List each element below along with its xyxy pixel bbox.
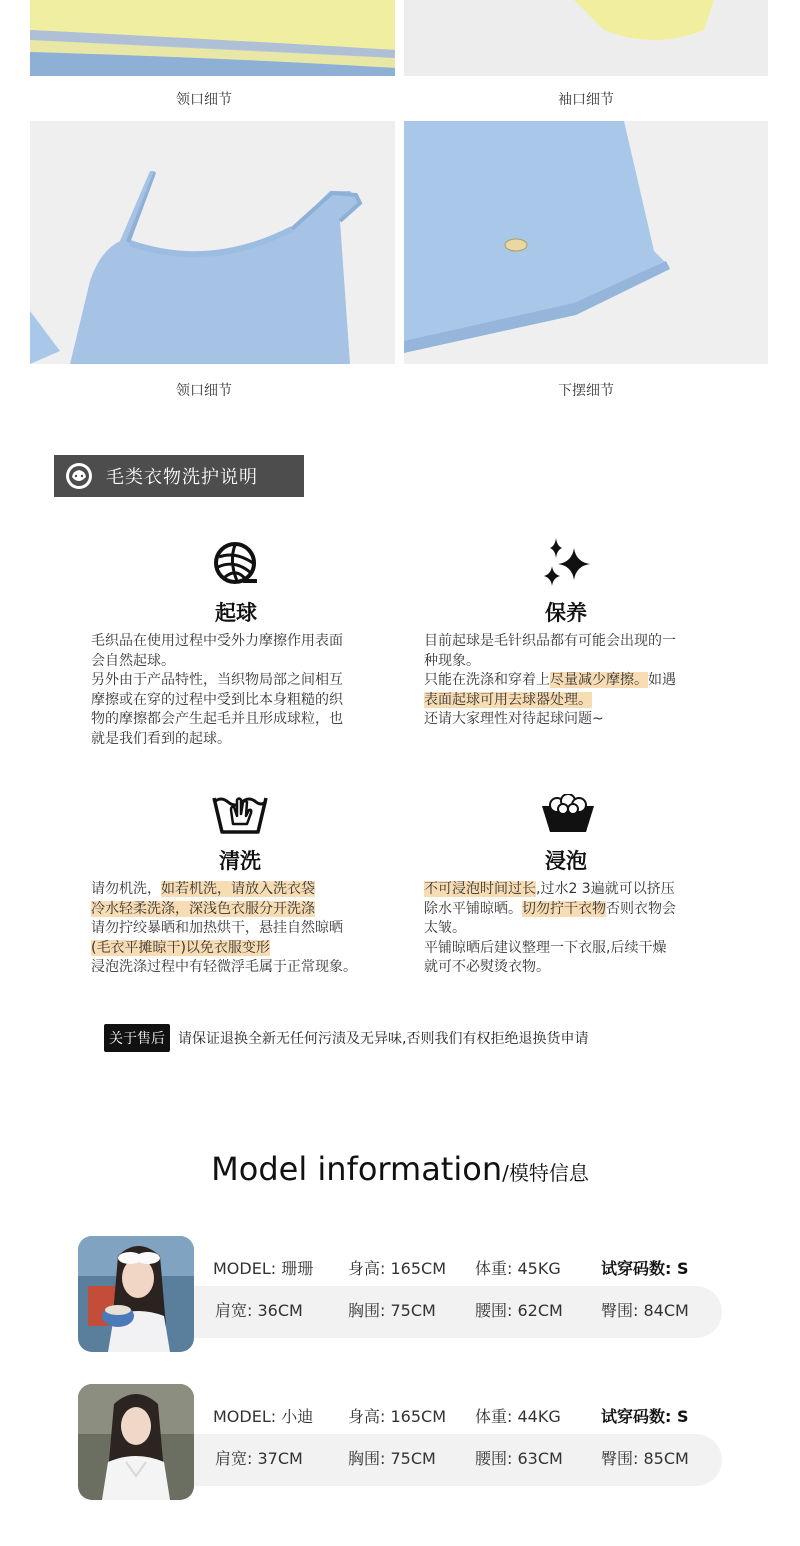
care-text-segment: ,过水2 3遍就可以挤压 <box>536 881 675 897</box>
care-text-maintenance <box>424 632 676 730</box>
care-text-segment: 请勿机洗， <box>91 881 161 897</box>
model-hip: 臀围: 85CM <box>601 1449 689 1468</box>
care-line <box>424 710 676 730</box>
care-line <box>91 919 357 939</box>
care-text-washing <box>91 880 357 978</box>
model-size: 试穿码数: S <box>601 1259 689 1278</box>
highlighted-text: (毛衣平摊晾干)以免衣服变形 <box>91 939 270 956</box>
care-text-segment: 只能在洗涤和穿着上 <box>424 672 550 689</box>
model-waist: 腰围: 62CM <box>475 1301 563 1320</box>
care-text-segment: 平铺晾晒后建议整理一下衣服,后续干燥 <box>424 939 667 956</box>
after-sale-notice <box>104 1024 588 1052</box>
care-line <box>91 880 357 900</box>
model-name: MODEL: 小迪 <box>213 1407 314 1426</box>
model-hip: 臀围: 84CM <box>601 1301 689 1320</box>
care-line <box>91 710 343 730</box>
model-info-heading <box>0 1150 800 1188</box>
care-text-segment: 另外由于产品特性，当织物局部之间相互 <box>91 672 343 689</box>
model-waist: 腰围: 63CM <box>475 1449 563 1468</box>
caption-hem: 下摆细节 <box>558 383 614 399</box>
model-height: 身高: 165CM <box>348 1259 446 1278</box>
care-title-maintenance: 保养 <box>545 601 587 625</box>
care-line <box>424 671 676 691</box>
model-height: 身高: 165CM <box>348 1407 446 1426</box>
care-line <box>424 691 676 711</box>
after-sale-badge: 关于售后 <box>104 1024 170 1052</box>
model-bust: 胸围: 75CM <box>348 1449 436 1468</box>
highlighted-text: 冷水轻柔洗涤，深浅色衣服分开洗涤 <box>91 900 315 917</box>
care-text-segment: 太皱。 <box>424 920 466 937</box>
highlighted-text: 不可浸泡时间过长 <box>424 881 536 897</box>
care-text-segment: 否则衣物会 <box>606 900 676 917</box>
care-text-segment: 如遇 <box>648 672 676 689</box>
highlighted-text: 切勿拧干衣物 <box>522 900 606 917</box>
care-line <box>91 730 343 750</box>
model-avatar <box>78 1384 194 1500</box>
care-line <box>91 900 357 920</box>
care-line <box>91 671 343 691</box>
care-line <box>91 652 343 672</box>
highlighted-text: 表面起球可用去球器处理。 <box>424 691 592 708</box>
care-line <box>91 958 357 978</box>
model-info-title-en: Model information <box>211 1150 503 1188</box>
hand-wash-icon <box>211 790 269 836</box>
model-size: 试穿码数: S <box>601 1407 689 1426</box>
detail-photo-neckline-blue <box>30 121 395 364</box>
care-line <box>424 958 676 978</box>
care-line <box>424 919 676 939</box>
care-line <box>424 632 676 652</box>
care-text-segment: 物的摩擦都会产生起毛并且形成球粒，也 <box>91 711 343 728</box>
care-line <box>91 691 343 711</box>
care-text-pilling <box>91 632 343 750</box>
model-name: MODEL: 珊珊 <box>213 1259 314 1278</box>
yarn-ball-icon <box>213 541 259 587</box>
model-shoulder: 肩宽: 37CM <box>215 1449 303 1468</box>
soak-basin-icon <box>540 794 596 834</box>
care-text-segment: 种现象。 <box>424 652 480 669</box>
detail-photo-hem-blue <box>404 121 768 364</box>
caption-neckline: 领口细节 <box>176 92 232 108</box>
caption-cuff: 袖口细节 <box>558 92 614 108</box>
care-text-segment: 请勿拧绞暴晒和加热烘干，悬挂自然晾晒 <box>91 920 343 937</box>
care-line <box>91 632 343 652</box>
care-text-segment: 除水平铺晾晒。 <box>424 900 522 917</box>
care-line <box>91 939 357 959</box>
model-info-title-zh: /模特信息 <box>502 1161 589 1185</box>
model-avatar <box>78 1236 194 1352</box>
model-card <box>78 1384 728 1502</box>
detail-photo-cuff-yellow <box>404 0 768 76</box>
highlighted-text: 尽量减少摩擦。 <box>550 672 648 689</box>
model-weight: 体重: 44KG <box>475 1407 561 1426</box>
care-line <box>424 880 676 900</box>
caption-neckline-2: 领口细节 <box>176 383 232 399</box>
care-text-soaking <box>424 880 676 978</box>
after-sale-text: 请保证退换全新无任何污渍及无异味,否则我们有权拒绝退换货申请 <box>178 1031 589 1047</box>
care-text-segment: 目前起球是毛针织品都有可能会出现的一 <box>424 633 676 649</box>
care-title-soaking: 浸泡 <box>545 849 587 873</box>
care-text-segment: 会自然起球。 <box>91 652 175 669</box>
care-line <box>424 939 676 959</box>
highlighted-text: 如若机洗，请放入洗衣袋 <box>161 881 315 897</box>
model-bust: 胸围: 75CM <box>348 1301 436 1320</box>
care-text-segment: 就可不必熨烫衣物。 <box>424 959 550 976</box>
care-section-title: 毛类衣物洗护说明 <box>106 467 258 488</box>
wool-badge-icon <box>64 461 94 491</box>
care-text-segment: 还请大家理性对待起球问题~ <box>424 711 604 728</box>
care-line <box>424 652 676 672</box>
care-text-segment: 毛织品在使用过程中受外力摩擦作用表面 <box>91 633 343 649</box>
care-title-pilling: 起球 <box>215 601 257 625</box>
model-weight: 体重: 45KG <box>475 1259 561 1278</box>
sparkle-icon <box>540 536 592 588</box>
care-title-washing: 清洗 <box>219 849 261 873</box>
care-section-header <box>54 455 304 497</box>
care-text-segment: 浸泡洗涤过程中有轻微浮毛属于正常现象。 <box>91 959 357 976</box>
care-line <box>424 900 676 920</box>
care-text-segment: 摩擦或在穿的过程中受到比本身粗糙的织 <box>91 691 343 708</box>
detail-photo-neckline-yellow <box>30 0 395 76</box>
model-shoulder: 肩宽: 36CM <box>215 1301 303 1320</box>
model-card <box>78 1236 728 1354</box>
care-text-segment: 就是我们看到的起球。 <box>91 730 231 747</box>
